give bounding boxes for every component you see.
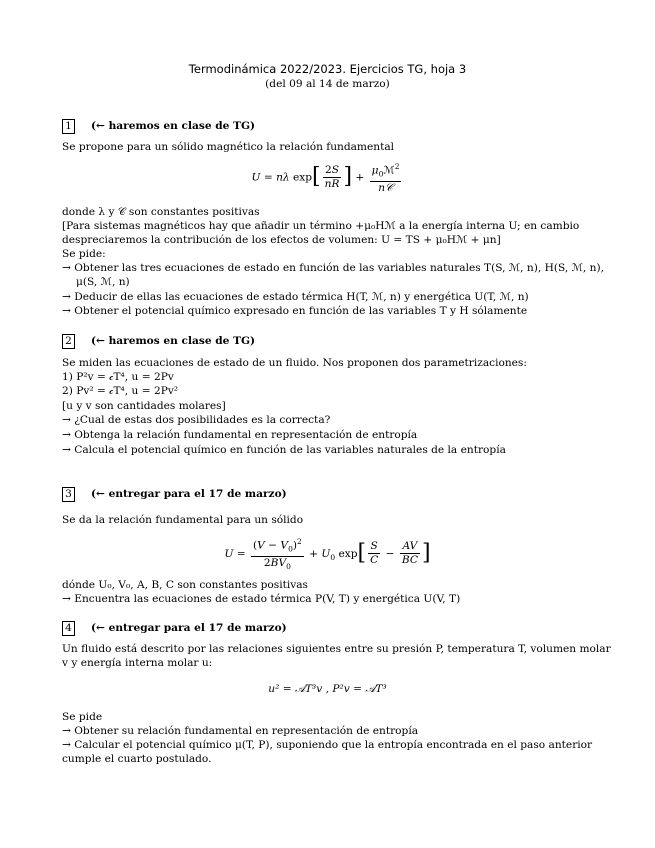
exercise-number-box: 2 bbox=[62, 334, 75, 349]
text-line: → Encuentra las ecuaciones de estado térmica P(V, T) y energética U(V, T) bbox=[62, 593, 461, 605]
exercise-heading-text: (← haremos en clase de TG) bbox=[91, 120, 256, 133]
exercise-heading-text: (← entregar para el 17 de marzo) bbox=[91, 622, 287, 635]
exercise-heading-text: (← haremos en clase de TG) bbox=[91, 335, 256, 348]
text-line: dónde U₀, V₀, A, B, C son constantes positivas bbox=[62, 579, 308, 591]
text-line: Se pide bbox=[62, 711, 103, 723]
exercise-1-heading bbox=[62, 119, 255, 134]
text-line: Se miden las ecuaciones de estado de un fluido. Nos proponen dos parametrizaciones: bbox=[62, 357, 527, 369]
equation-3: U = $\frac{(V - V_0)^2}{2BV_0}$ + $U_0$ exp[ $\frac{S}{C}$ − $\frac{AV}{BC}$ ] bbox=[224, 537, 431, 571]
text-line: → ¿Cual de estas dos posibilidades es la correcta? bbox=[62, 414, 331, 426]
exercise-2-heading bbox=[62, 334, 255, 349]
exercise-4-heading bbox=[62, 621, 287, 636]
exercise-3-intro: Se da la relación fundamental para un sólido bbox=[62, 514, 304, 526]
text-line: v y energía interna molar u: bbox=[62, 657, 213, 669]
page-title: Termodinámica 2022/2023. Ejercicios TG, hoja 3 bbox=[188, 62, 467, 76]
text-line: → Obtener las tres ecuaciones de estado en función de las variables naturales T(S, ℳ, n), H(S, ℳ, n), bbox=[62, 262, 604, 274]
exercise-heading-text: (← entregar para el 17 de marzo) bbox=[91, 488, 287, 501]
exercise-number-box: 4 bbox=[62, 621, 75, 636]
text-line: Un fluido está descrito por las relaciones siguientes entre su presión P, temperatura T, volumen molar bbox=[62, 643, 611, 655]
text-line: → Deducir de ellas las ecuaciones de estado térmica H(T, ℳ, n) y energética U(T, ℳ, n) bbox=[62, 291, 529, 303]
text-line: → Calcular el potencial químico μ(T, P), suponiendo que la entropía encontrada en el paso anterior bbox=[62, 739, 593, 751]
text-line: 2) Pv² = 𝒸T⁴, u = 2Pv² bbox=[62, 385, 179, 397]
exercise-number-box: 3 bbox=[62, 487, 75, 502]
text-line: cumple el cuarto postulado. bbox=[62, 753, 212, 765]
page-subtitle: (del 09 al 14 de marzo) bbox=[265, 78, 390, 90]
text-line: → Obtener su relación fundamental en representación de entropía bbox=[62, 725, 419, 737]
equation-4: u² = 𝒜T³v , P²v = 𝒜T³ bbox=[268, 683, 387, 695]
text-line: [u y v son cantidades molares] bbox=[62, 400, 226, 412]
text-line: despreciaremos la contribución de los efectos de volumen: U = TS + μ₀Hℳ + μn] bbox=[62, 234, 501, 246]
exercise-number-box: 1 bbox=[62, 119, 75, 134]
text-line: μ(S, ℳ, n) bbox=[76, 276, 130, 288]
exercise-1-intro: Se propone para un sólido magnético la relación fundamental bbox=[62, 141, 395, 153]
text-line: 1) P²v = 𝒸T⁴, u = 2Pv bbox=[62, 371, 174, 383]
text-line: → Obtenga la relación fundamental en representación de entropía bbox=[62, 429, 418, 441]
text-line: Se pide: bbox=[62, 248, 106, 260]
text-line: [Para sistemas magnéticos hay que añadir un término +μ₀Hℳ a la energía interna U; en cambio bbox=[62, 220, 580, 232]
text-line: → Obtener el potencial químico expresado en función de las variables T y H sólamente bbox=[62, 305, 528, 317]
text-line: donde λ y 𝒞 son constantes positivas bbox=[62, 206, 260, 218]
equation-1: U = nλ exp[ $\frac{2S}{nR}$ ] + $\frac{\mu_0ℳ^2}{\text{n𝒞}}$ bbox=[251, 162, 400, 194]
exercise-3-heading bbox=[62, 487, 287, 502]
text-line: → Calcula el potencial químico en función de las variables naturales de la entropía bbox=[62, 444, 506, 456]
